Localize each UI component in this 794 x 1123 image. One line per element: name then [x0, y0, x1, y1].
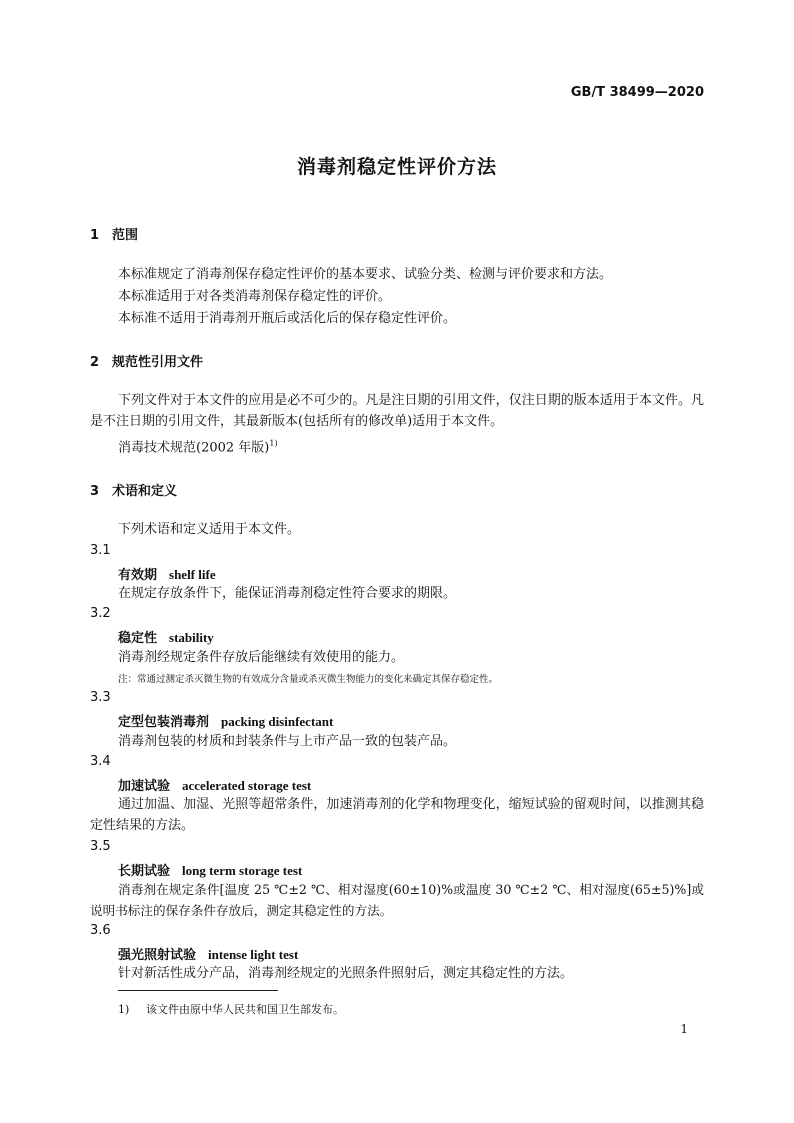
term-en: long term storage test: [182, 863, 303, 878]
term-number: 3.2: [90, 606, 111, 621]
term-en: intense light test: [208, 947, 299, 962]
footnote: [118, 1001, 344, 1017]
section-1-heading: [90, 224, 138, 243]
term-number: 3.1: [90, 543, 111, 558]
term-number: 3.6: [90, 923, 111, 938]
term-zh: 有效期: [118, 568, 158, 583]
term-number: 3.4: [90, 754, 111, 769]
paragraph: 下列文件对于本文件的应用是必不可少的。凡是注日期的引用文件，仅注日期的版本适用于本文件。凡是不注日期的引用文件，其最新版本(包括所有的修改单)适用于本文件。: [90, 393, 704, 429]
section-title: 范围: [112, 228, 139, 243]
footnote-divider: [118, 990, 278, 991]
page-title: 消毒剂稳定性评价方法: [296, 156, 497, 178]
page-number: 1: [680, 1022, 688, 1036]
footnote-number: 1): [118, 1003, 130, 1016]
term-heading: [118, 564, 216, 583]
term-definition: 消毒剂包装的材质和封装条件与上市产品一致的包装产品。: [118, 734, 457, 749]
term-number: 3.3: [90, 690, 111, 705]
standard-code: GB/T 38499—2020: [570, 85, 704, 100]
term-heading: [118, 944, 298, 963]
section-number: 1: [90, 228, 100, 243]
term-definition: 消毒剂经规定条件存放后能继续有效使用的能力。: [118, 650, 405, 665]
section-title: 规范性引用文件: [112, 355, 204, 370]
term-definition: 消毒剂在规定条件[温度 25 ℃±2 ℃、相对湿度(60±10)%或温度 30 ℃±2 ℃、相对湿度(65±5)%]或说明书标注的保存条件存放后，测定其稳定性的方法。: [90, 882, 704, 918]
section-number: 3: [90, 484, 100, 499]
footnote-text: 该文件由原中华人民共和国卫生部发布。: [146, 1003, 344, 1016]
term-en: stability: [169, 630, 214, 645]
term-en: accelerated storage test: [182, 778, 312, 793]
paragraph: 本标准适用于对各类消毒剂保存稳定性的评价。: [118, 289, 392, 304]
section-2-heading: [90, 351, 203, 370]
term-zh: 长期试验: [118, 864, 171, 879]
term-definition: 通过加温、加湿、光照等超常条件，加速消毒剂的化学和物理变化，缩短试验的留观时间，以推测其稳定性结果的方法。: [90, 797, 704, 833]
term-en: shelf life: [169, 567, 216, 582]
section-title: 术语和定义: [112, 484, 178, 499]
paragraph: 本标准规定了消毒剂保存稳定性评价的基本要求、试验分类、检测与评价要求和方法。: [118, 267, 613, 282]
section-3-heading: [90, 480, 177, 499]
paragraph: 下列术语和定义适用于本文件。: [118, 522, 301, 537]
term-heading: [118, 860, 302, 879]
term-definition: 在规定存放条件下，能保证消毒剂稳定性符合要求的期限。: [118, 586, 457, 601]
section-number: 2: [90, 355, 100, 370]
term-zh: 加速试验: [118, 779, 171, 794]
footnote-marker: 1): [269, 439, 278, 448]
term-en: packing disinfectant: [221, 714, 334, 729]
paragraph: 本标准不适用于消毒剂开瓶后或活化后的保存稳定性评价。: [118, 311, 457, 326]
term-heading: [118, 775, 311, 794]
term-zh: 定型包装消毒剂: [118, 715, 210, 730]
reference-title: 消毒技术规范(2002 年版): [118, 440, 270, 456]
term-note: 注：常通过测定杀灭微生物的有效成分含量或杀灭微生物能力的变化来确定其保存稳定性。: [118, 674, 499, 685]
term-heading: [118, 711, 333, 730]
reference-item: [118, 433, 278, 458]
term-zh: 稳定性: [118, 631, 158, 646]
term-number: 3.5: [90, 839, 111, 854]
term-zh: 强光照射试验: [118, 948, 197, 963]
term-definition: 针对新活性成分产品，消毒剂经规定的光照条件照射后，测定其稳定性的方法。: [118, 966, 574, 981]
term-heading: [118, 627, 214, 646]
